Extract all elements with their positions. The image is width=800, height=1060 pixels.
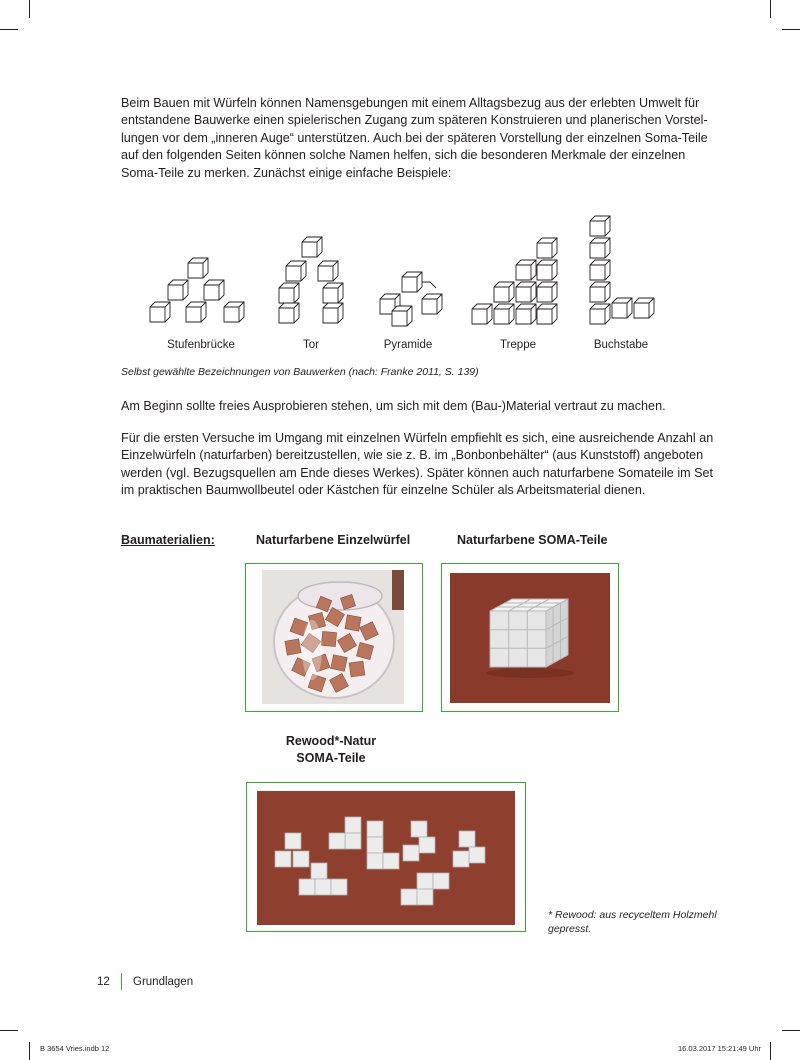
- stufenbruecke-structure: [150, 258, 244, 322]
- heading-line: SOMA-Teile: [296, 751, 366, 765]
- paragraph: [121, 398, 718, 415]
- figure-label: Tor: [303, 339, 319, 351]
- text-line: Einzelwürfeln (naturfarben) bereitzustellen, wie sie z. B. im „Bonbonbehälter“ (aus Kunststoff) angeboten: [121, 448, 704, 463]
- figure-label: Stufenbrücke: [167, 339, 235, 351]
- materials-column-heading: Naturfarbene SOMA-Teile: [457, 533, 608, 547]
- text-line: Beim Bauen mit Würfeln können Namensgebungen mit einem Alltagsbezug aus der erlebten Umwelt für: [121, 96, 700, 110]
- figure-caption: Selbst gewählte Bezeichnungen von Bauwerken (nach: Franke 2011, S. 139): [121, 366, 479, 378]
- page-number: 12: [97, 976, 110, 988]
- text-line: werden (vgl. Bezugsquellen am Ende dieses Werkes). Später können auch naturfarbene Somateile im Set: [121, 465, 714, 480]
- tor-structure: [279, 237, 343, 323]
- print-slug-right: 16.03.2017 15:21:49 Uhr: [678, 1044, 761, 1053]
- crop-mark: [0, 1030, 18, 1031]
- text-line: Für die ersten Versuche im Umgang mit einzelnen Würfeln empfiehlt es sich, eine ausreichende Anzahl an: [121, 431, 714, 445]
- crop-mark: [770, 1042, 771, 1060]
- photo-frame-rewood-pieces: [246, 782, 526, 932]
- treppe-structure: [472, 238, 557, 324]
- materials-column-heading: Naturfarbene Einzelwürfel: [256, 533, 411, 547]
- text-line: im praktischen Baumwollbeutel oder Kästchen für einzelne Schüler als Arbeitsmaterial dienen.: [121, 483, 646, 498]
- footer-divider: [121, 973, 122, 990]
- rewood-soma-pieces-photo: [257, 791, 515, 925]
- crop-mark: [782, 1030, 800, 1031]
- photo-frame-single-cubes: [245, 563, 423, 712]
- text-line: Soma-Teile zu merken. Zunächst einige einfache Beispiele:: [121, 165, 452, 180]
- buchstabe-structure: [590, 216, 654, 324]
- footnote-line: * Rewood: aus recyceltem Holzmehl: [548, 909, 717, 921]
- text-line: auf den folgenden Seiten können solche Namen helfen, sich die besonderen Merkmale der einzelnen: [121, 148, 686, 163]
- photo-frame-soma-cube: [441, 563, 619, 712]
- section-label: Grundlagen: [133, 976, 194, 988]
- text-line: entstandene Bauwerke einen spielerischen Zugang zum späteren Konstruieren und planerischen Vorstel-: [121, 113, 708, 128]
- figure-label: Treppe: [499, 339, 536, 351]
- footnote: [548, 908, 717, 936]
- footnote-line: gepresst.: [548, 923, 592, 935]
- pyramide-structure: [380, 272, 442, 326]
- crop-mark: [29, 1042, 30, 1060]
- heading-line: Rewood*-Natur: [285, 734, 377, 748]
- text-line: lungen vor dem „inneren Auge“ unterstützen. Auch bei der späteren Vorstellung der einzelnen Soma-Teile: [121, 130, 708, 145]
- text-line: Am Beginn sollte freies Ausprobieren stehen, um sich mit dem (Bau-)Material vertraut zu machen.: [121, 399, 666, 413]
- soma-cube-photo: [450, 573, 610, 703]
- figure-label: Pyramide: [383, 339, 433, 351]
- paragraph: [121, 430, 718, 500]
- figure-label: Buchstabe: [593, 339, 649, 351]
- materials-heading: Baumaterialien:: [121, 533, 215, 547]
- cube-structures-figure: [0, 0, 800, 340]
- jar-of-cubes-photo: [262, 570, 404, 704]
- print-slug-left: B 3654 Vries.indb 12: [40, 1044, 110, 1053]
- materials-column-heading: [271, 733, 391, 767]
